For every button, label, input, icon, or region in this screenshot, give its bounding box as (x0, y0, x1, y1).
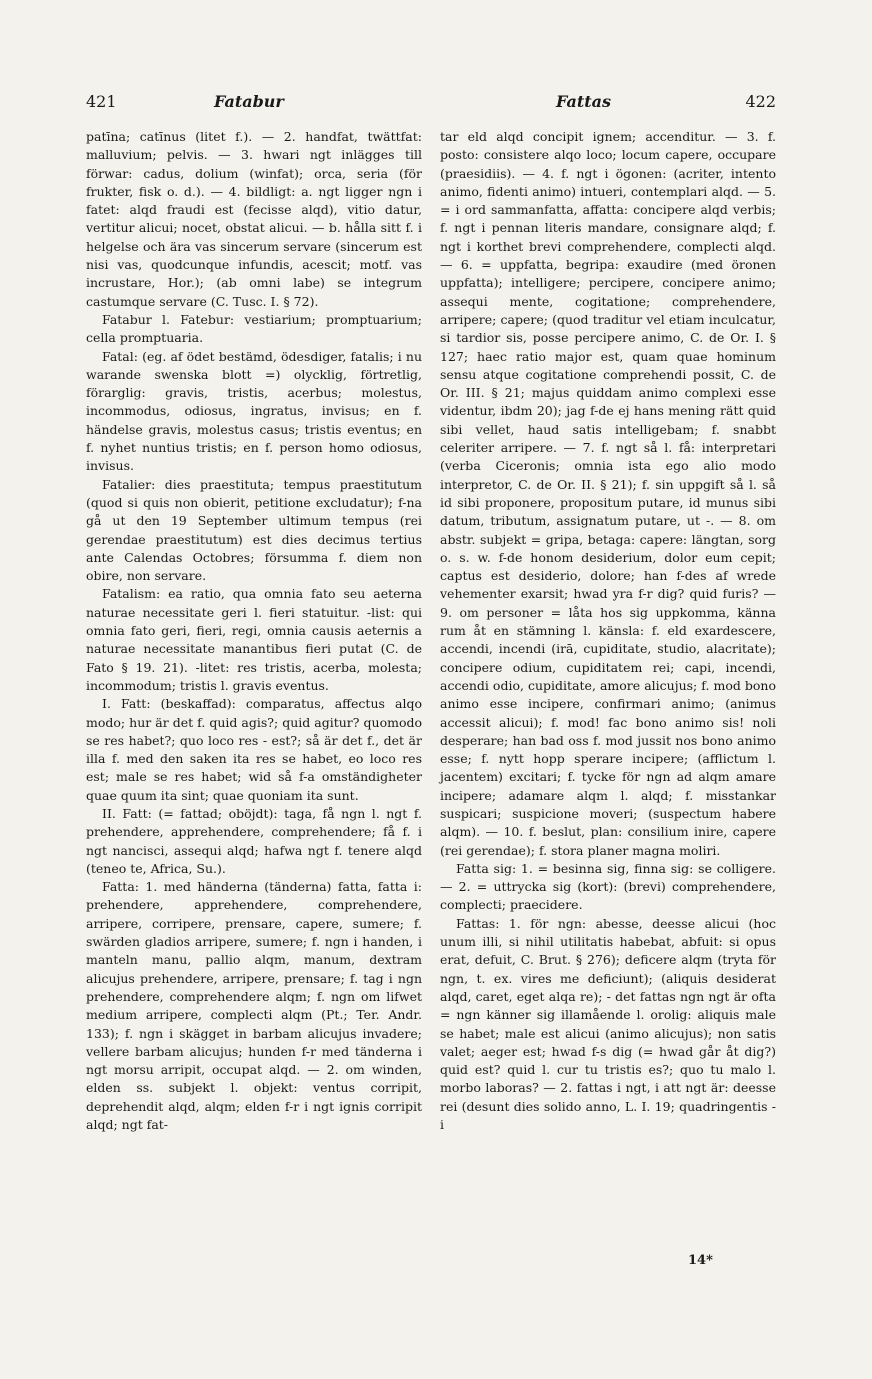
entry-paragraph: II. Fatt: (= fattad; oböjdt): taga, få ngn l. ngt f. prehendere, apprehendere, comprehendere; få f. i ngt nancisci, assequi alqd; hafwa ngt f. tenere alqd (teneo te, Africa, Su.). (86, 805, 422, 876)
right-column (440, 128, 776, 1134)
entry-paragraph: patīna; catīnus (litet f.). — 2. handfat, twättfat: malluvium; pelvis. — 3. hwari ngt inlägges till förwar: cadus, dolium (winfat); orca, seria (för frukter, fisk o. d.). — 4. bildligt: a. ngt ligger ngn i fatet: alqd fraudi est (fecisse alqd), vitio datur, vertitur alicui; nocet, obstat alicui. — b. hålla sitt f. i helgelse och ära vas sincerum servare (sincerum est nisi vas, quodcunque infundis, acescit; motf. vas incrustare, Hor.); (ab omni labe) se integrum castumque servare (C. Tusc. I. § 72). (86, 129, 422, 309)
entry-paragraph: Fattas: 1. för ngn: abesse, deesse alicui (hoc unum illi, si nihil utilitatis habebat, abfuit: si opus erat, defuit, C. Brut. § 276); deficere alqm (tryta för ngn, t. ex. vires me deficiunt); (aliquis desiderat alqd, caret, eget alqa re); - det fattas ngn ngt är ofta = ngn känner sig illamående l. orolig: aliquis male se habet; male est alicui (animo alicujus); non satis valet; aeger est; hwad f-s dig (= hwad går åt dig?) quid est? quid l. cur tu tristis es?; quo tu malo l. morbo laboras? — 2. fattas i ngt, i att ngt är: deesse rei (desunt dies solido anno, L. I. 19; quadringentis - i (440, 915, 776, 1133)
left-page-number: 421 (86, 92, 117, 111)
entry-paragraph: Fatal: (eg. af ödet bestämd, ödesdiger, fatalis; i nu warande swenska blott =) olycklig, förtretlig, förarglig: gravis, tristis, acerbus; molestus, incommodus, odiosus, ingratus, invisus; en f. händelse gravis, molestus casus; tristis eventus; en f. nyhet nuntius tristis; en f. person homo odiosus, invisus. (86, 348, 422, 474)
entry-paragraph: Fatalier: dies praestituta; tempus praestitutum (quod si quis non obierit, petitione excludatur); f-na gå ut den 19 September ultimum tempus (rei gerendae praestitutum) est dies decimus tertius ante Calendas Octobres; försumma f. diem non obire, non servare. (86, 476, 422, 584)
left-guide-word: Fatabur (214, 92, 284, 111)
entry-paragraph: Fatta sig: 1. = besinna sig, finna sig: se colligere. — 2. = uttrycka sig (kort): (brevi) comprehendere, complecti; praecidere. (440, 860, 776, 913)
right-guide-word: Fattas (556, 92, 612, 111)
entry-paragraph: tar eld alqd concipit ignem; accenditur. — 3. f. posto: consistere alqo loco; locum capere, occupare (praesidiis). — 4. f. ngt i ögonen: (acriter, intento animo, fidenti animo) intueri, contemplari alqd. — 5. = i ord sammanfatta, affatta: concipere alqd verbis; f. ngt i pennan literis mandare, consignare alqd; f. ngt i korthet brevi comprehendere, complecti alqd. — 6. = uppfatta, begripa: exaudire (med öronen uppfatta); intelligere; percipere, concipere animo; assequi mente, cogitatione; comprehendere, arripere; capere; (quod traditur vel etiam inculcatur, si tardior sis, posse percipere animo, C. de Or. I. § 127; haec ratio major est, quam quae hominum sensu atque cogitatione comprehendi possit, C. de Or. III. § 21; majus quiddam animo complexi esse videntur, ibdm 20); jag f-de ej hans mening rätt quid sibi vellet, haud satis intelligebam; f. snabbt celeriter arripere. — 7. f. ngt så l. få: interpretari (verba Ciceronis; omnia ista ego alio modo interpretor, C. de Or. II. § 21); f. sin uppgift så l. så id sibi proponere, propositum putare, id munus sibi datum, tributum, assignatum putare, ut -. — 8. om abstr. subjekt = gripa, betaga: capere: längtan, sorg o. s. w. f-de honom desiderium, dolor eum cepit; captus est desiderio, dolore; han f-des af wrede vehementer exarsit; hwad yra f-r dig? quid furis? — 9. om personer = låta hos sig uppkomma, känna rum åt en stämning l. känsla: f. eld exardescere, accendi, incendi (irā, cupiditate, studio, alacritate); concipere odium, cupiditatem rei; capi, incendi, accendi odio, cupiditate, amore alicujus; f. mod bono animo esse incipere, confirmari animo; (animus accessit alicui); f. mod! fac bono animo sis! noli desperare; han bad oss f. mod jussit nos bono animo esse; f. nytt hopp sperare incipere; (afflictum l. jacentem) excitari; f. tycke för ngn ad alqm amare incipere; adamare alqm l. alqd; f. misstankar suspicari; suspicione moveri; (suspectum habere alqm). — 10. f. beslut, plan: consilium inire, capere (rei gerendae); f. stora planer magna moliri. (440, 129, 776, 858)
running-header (86, 92, 776, 116)
right-page-number: 422 (745, 92, 776, 111)
entry-paragraph: Fatalism: ea ratio, qua omnia fato seu aeterna naturae necessitate geri l. fieri statuitur. -list: qui omnia fato geri, fieri, regi, omnia causis aeternis a naturae necessitate manantibus fieri putat (C. de Fato § 19. 21). -litet: res tristis, acerba, molesta; incommodum; tristis l. gravis eventus. (86, 586, 422, 693)
entry-paragraph: Fatabur l. Fatebur: vestiarium; promptuarium; cella promptuaria. (86, 311, 422, 346)
left-column (86, 128, 422, 1134)
signature-mark: 14* (688, 1253, 713, 1268)
entry-paragraph: Fatta: 1. med händerna (tänderna) fatta, fatta i: prehendere, apprehendere, comprehendere, arripere, corripere, prensare, capere, sumere; f. swärden gladios arripere, sumere; f. ngn i handen, i manteln manu, pallio alqm, manum, dextram alicujus prehendere, arripere, prensare; f. tag i ngn prehendere, comprehendere alqm; f. ngn om lifwet medium arripere, complecti alqm (Pt.; Ter. Andr. 133); f. ngn i skägget in barbam alicujus invadere; vellere barbam alicujus; hunden f-r med tänderna i ngt morsu arripit, occupat alqd. — 2. om winden, elden ss. subjekt l. objekt: ventus corripit, deprehendit alqd, alqm; elden f-r i ngt ignis corripit alqd; ngt fat- (86, 879, 422, 1133)
entry-paragraph: I. Fatt: (beskaffad): comparatus, affectus alqo modo; hur är det f. quid agis?; quid agitur? quomodo se res habet?; quo loco res - est?; så är det f., det är illa f. med den saken ita res se habet, eo loco res est; male se res habet; wid så f-a omständigheter quae quum ita sint; quae quoniam ita sunt. (86, 696, 422, 803)
